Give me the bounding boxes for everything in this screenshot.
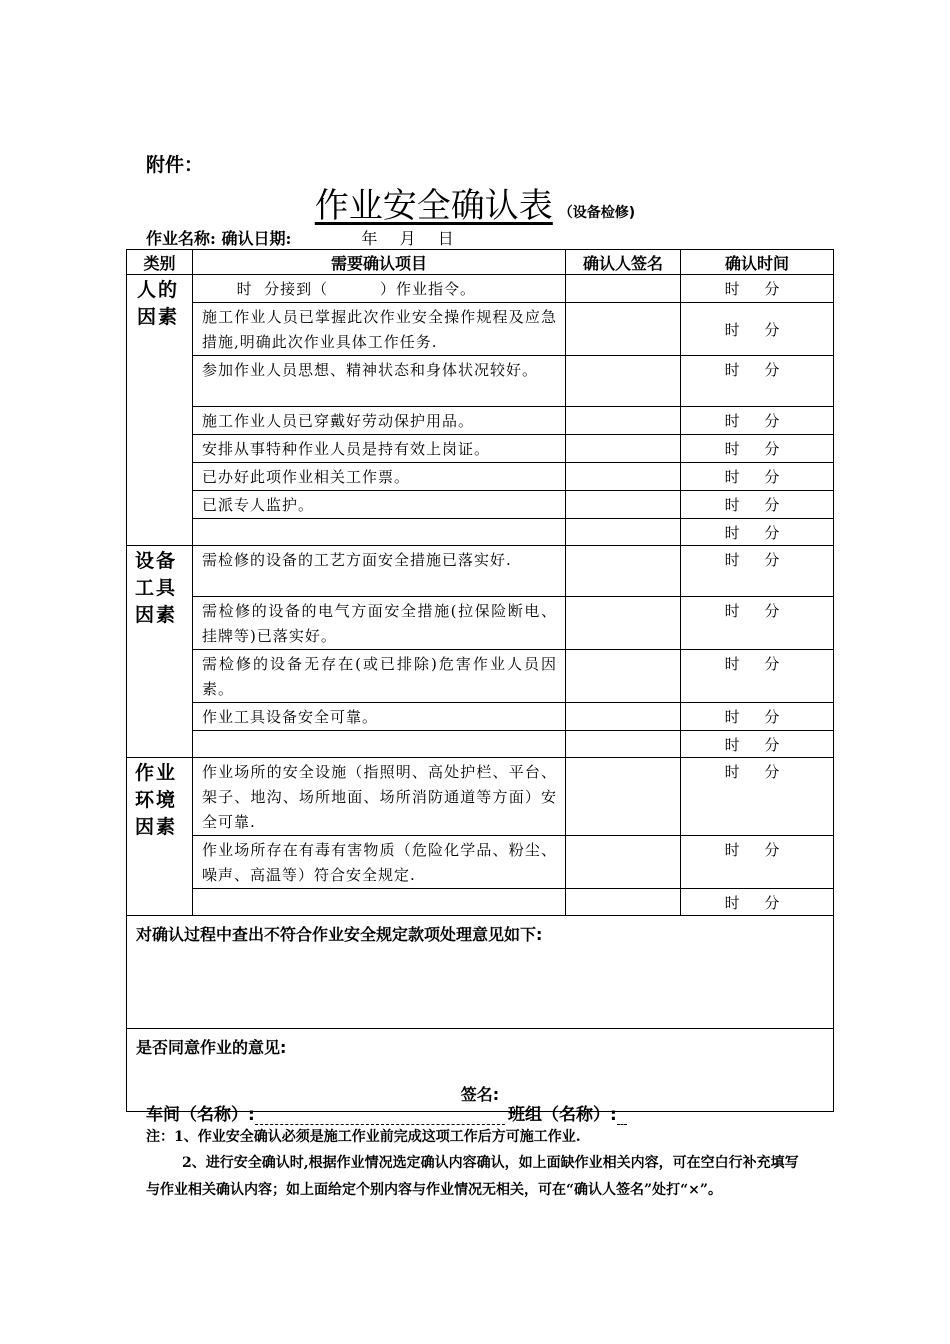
date-placeholder: 年 月 日 [361, 229, 458, 248]
table-row [127, 303, 834, 356]
time-cell[interactable]: 时 分 [681, 731, 834, 758]
item-cell: 需检修的设备的电气方面安全措施(拉保险断电、挂牌等)已落实好。 [193, 597, 566, 650]
time-cell[interactable]: 时 分 [681, 758, 834, 836]
item-cell: 已办好此项作业相关工作票。 [193, 463, 566, 491]
table-row [127, 435, 834, 463]
time-cell[interactable]: 时 分 [681, 303, 834, 356]
signature-cell[interactable] [566, 407, 681, 435]
time-cell[interactable]: 时 分 [681, 407, 834, 435]
time-cell[interactable]: 时 分 [681, 463, 834, 491]
team-field [508, 1100, 627, 1125]
signature-cell[interactable] [566, 758, 681, 836]
opinion-label: 对确认过程中查出不符合作业安全规定款项处理意见如下: [136, 925, 543, 944]
item-cell: 安排从事特种作业人员是持有效上岗证。 [193, 435, 566, 463]
time-cell[interactable]: 时 分 [681, 836, 834, 889]
table-row [127, 407, 834, 435]
signature-cell[interactable] [566, 463, 681, 491]
signature-cell[interactable] [566, 836, 681, 889]
time-cell[interactable]: 时 分 [681, 491, 834, 519]
item-cell: 作业工具设备安全可靠。 [193, 703, 566, 731]
item-cell: 参加作业人员思想、精神状态和身体状况较好。 [193, 356, 566, 407]
item-cell[interactable] [193, 519, 566, 546]
confirmation-table [126, 249, 834, 1112]
table-row [127, 356, 834, 407]
item-cell[interactable] [193, 889, 566, 916]
table-row [127, 889, 834, 916]
agree-label: 是否同意作业的意见: [136, 1038, 287, 1057]
team-input-line[interactable] [617, 1108, 627, 1125]
time-cell[interactable]: 时 分 [681, 546, 834, 597]
signature-cell[interactable] [566, 491, 681, 519]
workshop-input-line[interactable] [255, 1108, 505, 1125]
table-row [127, 546, 834, 597]
header-category: 类别 [127, 250, 193, 275]
item-cell: 已派专人监护。 [193, 491, 566, 519]
confirm-date-label: 确认日期: [221, 229, 292, 248]
team-label: 班组（名称）: [508, 1105, 617, 1125]
item-cell: 施工作业人员已掌握此次作业安全操作规程及应急措施,明确此次作业具体工作任务. [193, 303, 566, 356]
form-title-block [0, 178, 950, 227]
time-cell[interactable]: 时 分 [681, 519, 834, 546]
item-cell: 作业场所存在有毒有害物质（危险化学品、粉尘、噪声、高温等）符合安全规定. [193, 836, 566, 889]
time-cell[interactable]: 时 分 [681, 356, 834, 407]
category-cell: 设备工具因素 [127, 546, 193, 758]
category-cell: 作业环境因素 [127, 758, 193, 916]
header-item: 需要确认项目 [193, 250, 566, 275]
signature-cell[interactable] [566, 703, 681, 731]
table-row [127, 758, 834, 836]
signature-cell[interactable] [566, 519, 681, 546]
note-1: 注：1、作业安全确认必须是施工作业前完成这项工作后方可施工作业. [146, 1129, 581, 1145]
header-signer: 确认人签名 [566, 250, 681, 275]
signature-cell[interactable] [566, 356, 681, 407]
signature-cell[interactable] [566, 650, 681, 703]
table-row [127, 275, 834, 303]
workshop-label: 车间（名称）: [146, 1105, 255, 1125]
item-cell: 需检修的设备的工艺方面安全措施已落实好. [193, 546, 566, 597]
time-cell[interactable]: 时 分 [681, 650, 834, 703]
form-title: 作业安全确认表 [314, 186, 553, 226]
table-row [127, 650, 834, 703]
signature-cell[interactable] [566, 303, 681, 356]
meta-line [146, 226, 458, 249]
table-row [127, 463, 834, 491]
table-row [127, 519, 834, 546]
table-header-row [127, 250, 834, 275]
signature-cell[interactable] [566, 731, 681, 758]
item-cell: 时 分接到（ ）作业指令。 [193, 275, 566, 303]
table-row [127, 836, 834, 889]
item-cell: 作业场所的安全设施（指照明、高处护栏、平台、架子、地沟、场所地面、场所消防通道等方面）安全可靠. [193, 758, 566, 836]
item-cell: 施工作业人员已穿戴好劳动保护用品。 [193, 407, 566, 435]
workshop-field [146, 1100, 505, 1125]
item-cell: 需检修的设备无存在(或已排除)危害作业人员因素。 [193, 650, 566, 703]
attachment-label: 附件： [146, 154, 204, 176]
signature-cell[interactable] [566, 435, 681, 463]
signature-cell[interactable] [566, 889, 681, 916]
table-row [127, 597, 834, 650]
time-cell[interactable]: 时 分 [681, 435, 834, 463]
table-row [127, 491, 834, 519]
item-cell[interactable] [193, 731, 566, 758]
time-cell[interactable]: 时 分 [681, 275, 834, 303]
job-name-label: 作业名称: [146, 229, 216, 248]
note-2: 2、进行安全确认时,根据作业情况选定确认内容确认，如上面缺作业相关内容，可在空白行补充填写与作业相关确认内容；如上面给定个别内容与作业情况无相关，可在“确认人签名”处打“×”。 [146, 1155, 799, 1198]
form-subtitle: （设备检修) [558, 205, 636, 221]
table-row [127, 731, 834, 758]
time-cell[interactable]: 时 分 [681, 597, 834, 650]
opinion-row [127, 916, 834, 1029]
category-cell: 人的因素 [127, 275, 193, 546]
opinion-cell[interactable] [127, 916, 834, 1029]
table-row [127, 703, 834, 731]
time-cell[interactable]: 时 分 [681, 889, 834, 916]
signature-cell[interactable] [566, 275, 681, 303]
signature-cell[interactable] [566, 546, 681, 597]
header-time: 确认时间 [681, 250, 834, 275]
signature-cell[interactable] [566, 597, 681, 650]
table-body [127, 275, 834, 916]
time-cell[interactable]: 时 分 [681, 703, 834, 731]
signature-label: 签名: [460, 1085, 500, 1104]
